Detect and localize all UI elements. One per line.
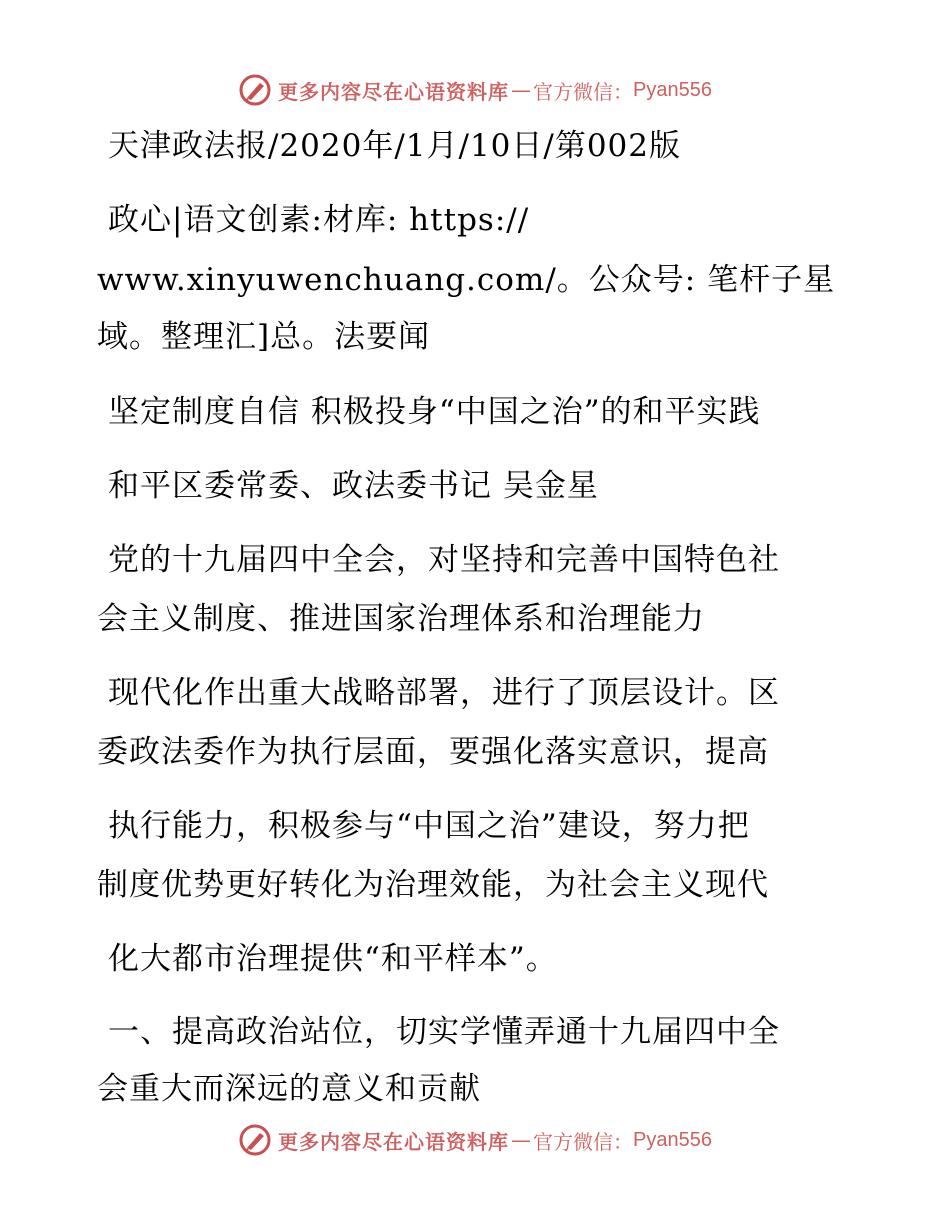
text-line: 制度优势更好转化为治理效能，为社会主义现代 [97,867,769,903]
author-line: 和平区委常委、政法委书记 吴金星 [108,468,599,504]
banner-text: 更多内容尽在心语资料库 [278,1129,510,1154]
text-line: www.xinyuwenchuang.com/。公众号: 笔杆子星 [97,262,836,298]
source-line: 天津政法报/2020年/1月/10日/第002版 [108,128,682,164]
text-line: 党的十九届四中全会，对坚持和完善中国特色社 [108,542,780,578]
pen-logo-icon [238,1123,272,1157]
banner-dash: — [511,1128,532,1152]
text-line: 域。整理汇]总。法要闻 [97,319,431,355]
text-line: 化大都市治理提供“和平样本”。 [108,941,558,977]
text-line: 会主义制度、推进国家治理体系和治理能力 [97,601,705,637]
banner-wechat-id: Pyan556 [633,78,712,101]
header-banner [0,70,950,110]
banner-wechat-label: 官方微信： [533,1129,634,1154]
section-heading-cont: 会重大而深远的意义和贡献 [97,1071,481,1107]
banner-text: 更多内容尽在心语资料库 [278,79,510,104]
pen-logo-icon [238,73,272,107]
text-line: 执行能力，积极参与“中国之治”建设，努力把 [108,808,750,844]
footer-banner [0,1120,950,1160]
text-line: 现代化作出重大战略部署，进行了顶层设计。区 [108,675,780,711]
text-line: 委政法委作为执行层面，要强化落实意识，提高 [97,734,769,770]
section-heading: 一、提高政治站位，切实学懂弄通十九届四中全 [108,1014,780,1050]
banner-wechat-id: Pyan556 [633,1128,712,1151]
text-line: 政心|语文创素:材库: https:// [108,202,530,238]
banner-dash: — [511,78,532,102]
banner-wechat-label: 官方微信： [533,79,634,104]
article-title: 坚定制度自信 积极投身“中国之治”的和平实践 [108,394,761,430]
